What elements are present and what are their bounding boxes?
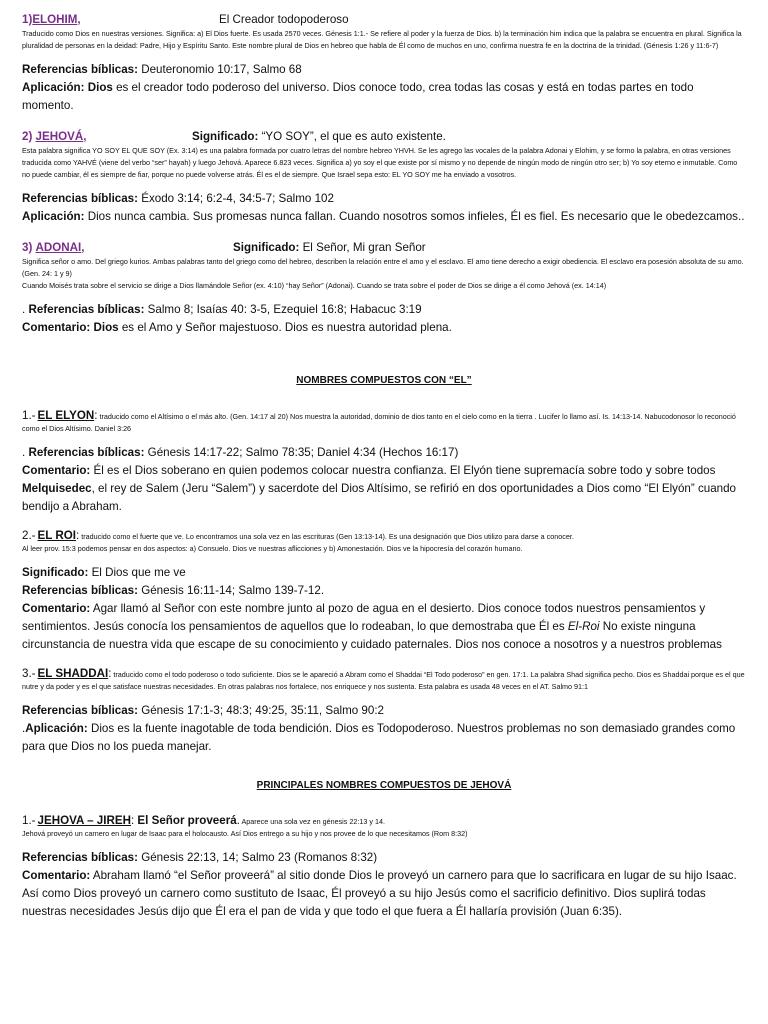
adonai-references: . Referencias bíblicas: Salmo 8; Isaías 40: 3-5, Ezequiel 16:8; Habacuc 3:19 <box>22 303 422 316</box>
jireh-comment: Comentario: Abraham llamó “el Señor proveerá” al sitio donde Dios le proveyó un carnero para que lo sacrificara en lugar de su hijo Isaac. Así como Dios proveyó un carnero como sustituto de Isaac, Él proveyó a su hijo Jesús como el sacrificio definitivo. Dios suplirá todas nuestras necesidades Jesús dijo que Él era el pan de vida y que todo el que fuera a Él hallaría provisión (Juan 6:35). <box>22 869 737 918</box>
elohim-subtitle: El Creador todopoderoso <box>219 13 349 26</box>
elohim-application: Aplicación: Dios es el creador todo poderoso del universo. Dios conoce todo, crea todas las cosas y está en todas partes en todo momento. <box>22 81 694 112</box>
elohim-description: Traducido como Dios en nuestras versiones. Significa: a) El Dios fuerte. Es usada 2570 veces. Génesis 1:1.- Se refiere al poder y la fuerza de Dios. b) la terminación him indica que la palabra se encuentra en plural. Significa la pluralidad de personas en la deidad: Padre, Hijo y Espíritu Santo. Este nombre plural de Dios en hebreo que habla de Él como de muchos en uno, confirma nuestra fe en la doctrina de la trinidad. (Génesis 1:26 y 11:6-7) <box>22 29 742 50</box>
roi-comment: Comentario: Agar llamó al Señor con este nombre junto al pozo de agua en el desierto. Dios conoce todos nuestros pensamientos y sentimientos. Jesús conocía los pensamientos de aquellos que lo rodeaban, lo que demostraba que Él es El-Roi No existe ninguna circunstancia de nuestra vida que escape de su conocimiento y cuidado paternales. Dios nos conoce a nosotros y a nuestros problemas <box>22 602 722 651</box>
jireh-name: JEHOVA – JIREH <box>37 814 131 827</box>
adonai-heading: 3) ADONAI, Significado: El Señor, Mi gran Señor <box>22 241 426 254</box>
adonai-description-1: Significa señor o amo. Del griego kurios. Ambas palabras tanto del griego como del hebreo, describen la relación entre el amo y el esclavo. El amo tiene derecho a exigir obediencia. El esclavo era posesión absoluta de su amo. (Gen. 24: 1 y 9) <box>22 257 744 278</box>
roi-references: Referencias bíblicas: Génesis 16:11-14; Salmo 139-7-12. <box>22 584 325 597</box>
jehova-heading: 2) JEHOVÁ, Significado: “YO SOY”, el que es auto existente. <box>22 130 446 143</box>
section-title-el: NOMBRES COMPUESTOS CON “EL” <box>296 375 472 386</box>
roi-meaning: Significado: El Dios que me ve <box>22 566 186 579</box>
jehova-description: Esta palabra significa YO SOY EL QUE SOY (Ex. 3:14) es una palabra formada por cuatro letras del nombre hebreo YHVH. Se les agrego las vocales de la palabra Adonai y Elohim, y se formo la palabra, en otras versiones traducida como YAHVÉ (viene del verbo “ser” hayah) y luego Jehová. Aparece 6.823 veces. Significa a) yo soy el que existe por sí mismo y no depende de ningún modo de ningún otro ser; b) Yo soy eterno e inmutable. Como no puede cambiar, él es siempre de fiar, porque no puede volverse atrás. Él es el de siempre. Que Israel sepa esto: EL YO SOY me ha enviado a vosotros. <box>22 146 738 179</box>
jehova-references: Referencias bíblicas: Éxodo 3:14; 6:2-4, 34:5-7; Salmo 102 <box>22 192 334 205</box>
shaddai-application: .Aplicación: Dios es la fuente inagotable de toda bendición. Dios es Todopoderoso. Nuestros problemas no son demasiado grandes como para que Dios no los pueda manejar. <box>22 722 736 753</box>
roi-description: Al leer prov. 15:3 podemos pensar en dos aspectos: a) Consuelo. Dios ve nuestras aflicciones y b) Amonestación. Dios ve la hipocresía del corazón humano. <box>22 544 523 553</box>
jireh-heading: 1.- JEHOVA – JIREH: El Señor proveerá. Aparece una sola vez en génesis 22:13 y 14. <box>22 814 385 827</box>
shaddai-heading: 3.- EL SHADDAI: traducido como el todo poderoso o todo suficiente. Dios se le apareció a Abram como el Shaddai “El Todo poderoso” en gen. 17:1. La palabra Shad significa pecho. Dios es Shaddai porque es el que nutre y da poder y es el que satisface nuestras necesidades. En otras palabras nos fortalece, nos enriquece y nos sustenta. Esta palabra es usada 48 veces en el AT. Salmo 91:1 <box>22 667 745 691</box>
jireh-description: Jehová proveyó un carnero en lugar de Isaac para el holocausto. Así Dios entrego a su hijo y nos provee de lo que necesitamos (Rom 8:32) <box>22 829 468 838</box>
shaddai-name: EL SHADDAI <box>37 667 109 680</box>
elohim-heading: 1)ELOHIM, El Creador todopoderoso <box>22 13 349 26</box>
jehova-application: Aplicación: Dios nunca cambia. Sus promesas nunca fallan. Cuando nosotros somos infieles, Él es fiel. Es necesario que le obedezcamos.. <box>22 210 745 223</box>
section-title-jehova: PRINCIPALES NOMBRES COMPUESTOS DE JEHOVÁ <box>256 780 512 791</box>
jehova-name: JEHOVÁ <box>35 130 84 143</box>
elyon-comment: Comentario: Él es el Dios soberano en quien podemos colocar nuestra confianza. El Elyón tiene supremacía sobre todo y sobre todos Melquisedec, el rey de Salem (Jeru “Salem”) y sacerdote del Dios Altísimo, se refirió en dos oportunidades a Dios como “El Elyón” cuando bendijo a Abraham. <box>22 464 736 513</box>
roi-name: EL ROI <box>37 529 76 542</box>
adonai-description-2: Cuando Moisés trata sobre el servicio se dirige a Dios llamándole Señor (ex. 4:10) “hay Señor” (Adonai). Cuando se trata sobre el poder de Dios se dirige a él como Jehová (ex. 14:14) <box>22 281 607 290</box>
adonai-comment: Comentario: Dios es el Amo y Señor majestuoso. Dios es nuestra autoridad plena. <box>22 321 452 334</box>
elyon-heading: 1.- EL ELYON: traducido como el Altísimo o el más alto. (Gen. 14:17 al 20) Nos muestra la autoridad, dominio de dios tanto en el cielo como en la tierra . Lucifer lo llamo así. Is. 14:13-14. Nabucodonosor lo reconoció como el Dios Altísimo. Daniel 3:26 <box>22 409 736 433</box>
shaddai-references: Referencias bíblicas: Génesis 17:1-3; 48:3; 49:25, 35:11, Salmo 90:2 <box>22 704 384 717</box>
roi-heading: 2.- EL ROI: traducido como el fuerte que ve. Lo encontramos una sola vez en las escrituras (Gen 13:13-14). Es una designación que Dios utilizo para darse a conocer. <box>22 529 574 542</box>
jireh-references: Referencias bíblicas: Génesis 22:13, 14; Salmo 23 (Romanos 8:32) <box>22 851 378 864</box>
elyon-references: . Referencias bíblicas: Génesis 14:17-22; Salmo 78:35; Daniel 4:34 (Hechos 16:17) <box>22 446 459 459</box>
elyon-name: EL ELYON <box>37 409 95 422</box>
elohim-references: Referencias bíblicas: Deuteronomio 10:17, Salmo 68 <box>22 63 302 76</box>
adonai-name: ADONAI <box>35 241 82 254</box>
elohim-name: ELOHIM <box>32 13 78 26</box>
